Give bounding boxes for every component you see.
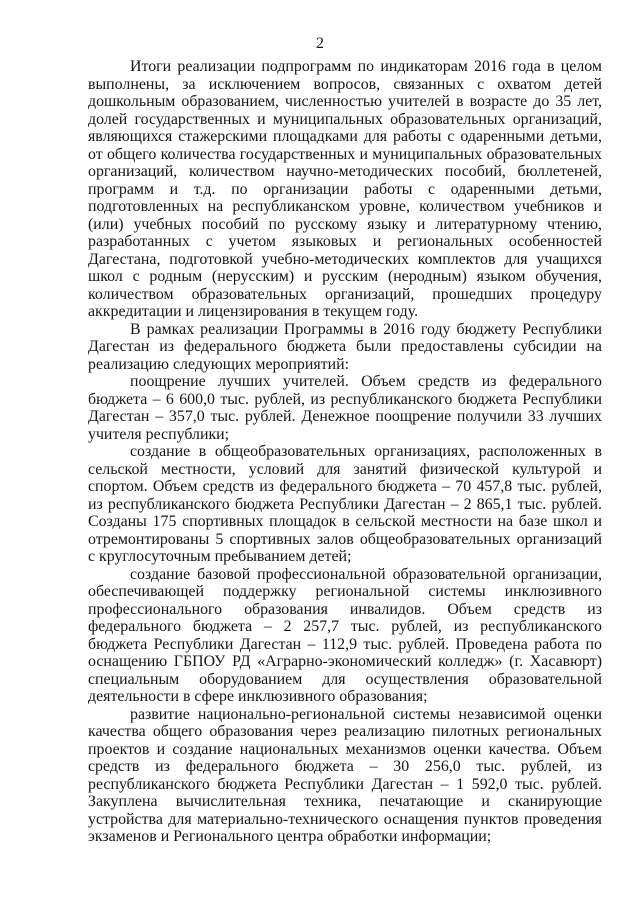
- paragraph-indicators-summary: Итоги реализации подпрограмм по индикаторам 2016 года в целом выполнены, за исключением вопросов, связанных с охватом детей дошкольным образованием, численностью учителей в возрасте до 35 лет, долей государственных и муниципальных образовательных организаций, являющихся стажерскими площадками для работы с одаренными детьми, от общего количества государственных и муниципальных образовательных организаций, количеством научно-методических пособий, бюллетеней, программ и т.д. по организации работы с одаренными детьми, подготовленных на республиканском уровне, количеством учебников и (или) учебных пособий по русскому языку и литературному чтению, разработанных с учетом языковых и региональных особенностей Дагестана, подготовкой учебно-методических комплектов для учащихся школ с родным (нерусским) и русским (неродным) языком обучения, количеством образовательных организаций, прошедших процедуру аккредитации и лицензирования в текущем году.: [88, 58, 602, 320]
- paragraph-rural-sports: создание в общеобразовательных организациях, расположенных в сельской местности, условий для занятий физической культурой и спортом. Объем средств из федерального бюджета – 70 457,8 тыс. рублей, из республиканского бюджета Республики Дагестан – 2 865,1 тыс. рублей. Созданы 175 спортивных площадок в сельской местности на базе школ и отремонтированы 5 спортивных залов общеобразовательных организаций с круглосуточным пребыванием детей;: [88, 443, 602, 565]
- page-number: 2: [316, 35, 324, 52]
- document-body: [88, 58, 602, 846]
- paragraph-inclusive-education: создание базовой профессиональной образовательной организации, обеспечивающей поддержку региональной системы инклюзивного профессионального образования инвалидов. Объем средств из федерального бюджета – 2 257,7 тыс. рублей, из республиканского бюджета Республики Дагестан – 112,9 тыс. рублей. Проведена работа по оснащению ГБПОУ РД «Аграрно-экономический колледж» (г. Хасавюрт) специальным оборудованием для осуществления образовательной деятельности в сфере инклюзивного образования;: [88, 565, 602, 705]
- paragraph-subsidies-intro: В рамках реализации Программы в 2016 году бюджету Республики Дагестан из федерального бюджета были предоставлены субсидии на реализацию следующих мероприятий:: [88, 320, 602, 373]
- paragraph-best-teachers: поощрение лучших учителей. Объем средств из федерального бюджета – 6 600,0 тыс. рублей, из республиканского бюджета Республики Дагестан – 357,0 тыс. рублей. Денежное поощрение получили 33 лучших учителя республики;: [88, 373, 602, 443]
- paragraph-quality-assessment: развитие национально-региональной системы независимой оценки качества общего образования через реализацию пилотных региональных проектов и создание национальных механизмов оценки качества. Объем средств из федерального бюджета – 30 256,0 тыс. рублей, из республиканского бюджета Республики Дагестан – 1 592,0 тыс. рублей. Закуплена вычислительная техника, печатающие и сканирующие устройства для материально-технического оснащения пунктов проведения экзаменов и Регионального центра обработки информации;: [88, 705, 602, 845]
